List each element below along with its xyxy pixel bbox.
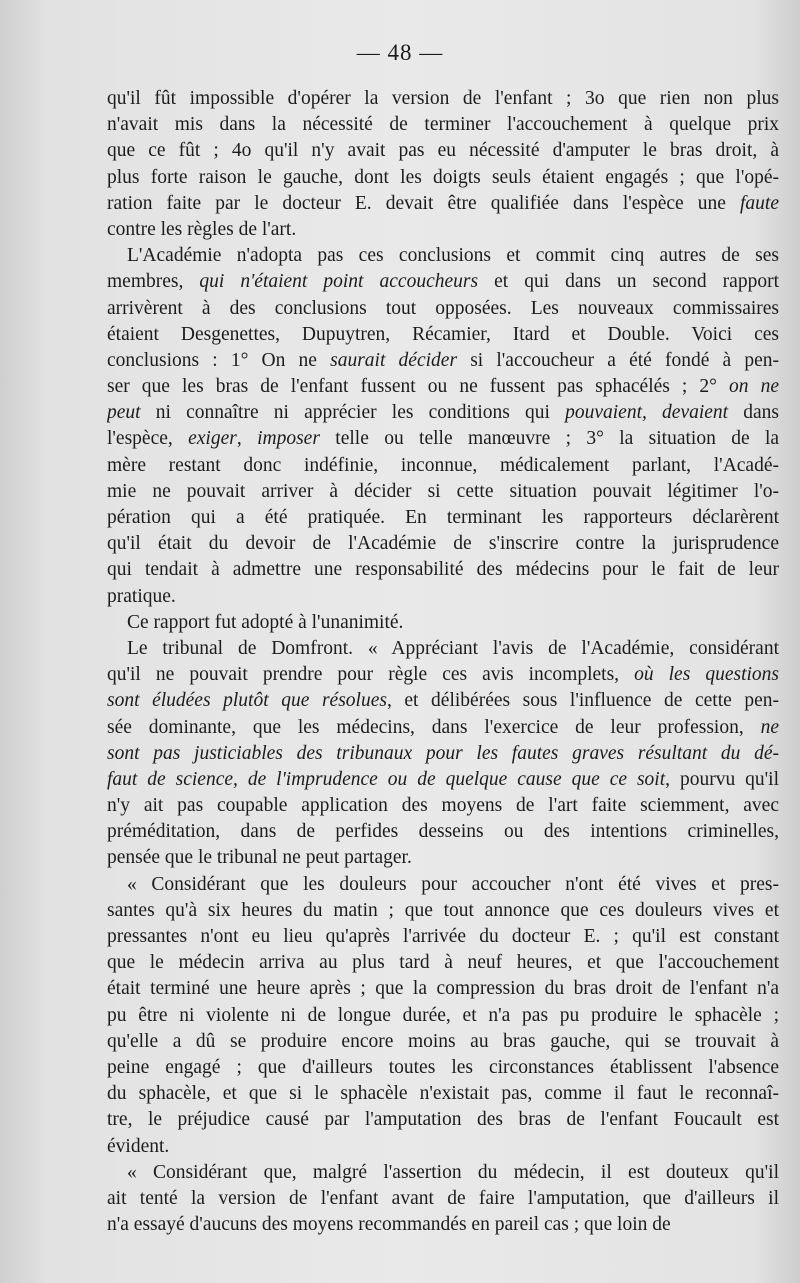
text-line <box>107 531 779 557</box>
text-line <box>107 217 779 243</box>
italic-run: ne <box>760 716 779 738</box>
text-line <box>107 243 779 269</box>
text-run: pressantes n'ont eu lieu qu'après l'arrivée du docteur E. ; qu'il est constant <box>107 926 779 947</box>
italic-run: saurait décider <box>330 349 458 371</box>
text-run: pensée que le tribunal ne peut partager. <box>107 847 412 869</box>
text-run: sée dominante, que les médecins, dans l'exercice de leur profession, <box>107 716 761 738</box>
text-run: que le médecin arriva au plus tard à neuf heures, et que l'accouchement <box>107 952 779 974</box>
italic-run: imposer <box>257 428 320 450</box>
italic-run: faute <box>740 192 779 214</box>
text-run: qui tendait à admettre une responsabilité des médecins pour le fait de leur <box>107 559 779 581</box>
text-run: ration faite par le docteur E. devait être qualifiée dans l'espèce une <box>107 192 740 214</box>
text-line <box>107 715 779 741</box>
text-line <box>107 898 779 924</box>
text-run: qu'il fût impossible d'opérer la version de l'enfant ; 3o que rien non plus <box>107 88 779 109</box>
text-line <box>107 400 779 426</box>
text-line <box>107 138 779 164</box>
text-run: qu'elle a dû se produire encore moins au bras gauche, qui se trouvait à <box>107 1030 779 1052</box>
text-run: pération qui a été pratiquée. En terminant les rapporteurs déclarèrent <box>107 507 779 528</box>
italic-run: sont éludées plutôt que résolues <box>107 690 387 712</box>
text-run: qu'il ne pouvait prendre pour règle ces avis incomplets, <box>107 664 635 686</box>
text-run: n'avait mis dans la nécessité de terminer l'accouchement à quelque prix <box>107 114 779 136</box>
text-line <box>107 191 779 217</box>
text-line <box>107 1003 779 1029</box>
text-line <box>107 845 779 871</box>
text-run: n'y ait pas coupable application des moyens de l'art faite sciemment, avec <box>107 795 779 817</box>
text-run: Le tribunal de Domfront. « Appréciant l'avis de l'Académie, considérant <box>127 637 779 659</box>
text-run: mie ne pouvait arriver à décider si cette situation pouvait légitimer l'o- <box>107 480 779 502</box>
text-line <box>107 1081 779 1107</box>
text-line <box>107 1134 779 1160</box>
text-run: « Considérant que les douleurs pour accoucher n'ont été vives et pres- <box>127 873 779 895</box>
text-line <box>107 165 779 191</box>
text-run: n'a essayé d'aucuns des moyens recommandés en pareil cas ; que loin de <box>107 1214 671 1236</box>
text-run: qu'il était du devoir de l'Académie de s'inscrire contre la jurisprudence <box>107 533 779 555</box>
text-run: conclusions : 1° On ne <box>107 349 331 371</box>
text-run: ait tenté la version de l'enfant avant de faire l'amputation, que d'ailleurs il <box>107 1187 779 1209</box>
text-run: ni connaître ni apprécier les conditions qui <box>140 402 566 424</box>
text-line <box>107 819 779 845</box>
paragraph <box>107 636 779 872</box>
text-run: pratique. <box>107 585 176 607</box>
text-run: , pourvu qu'il <box>665 768 779 790</box>
text-run: dans <box>728 402 779 424</box>
text-line <box>107 453 779 479</box>
text-line <box>107 924 779 950</box>
text-line <box>107 741 779 767</box>
italic-run: pouvaient, devaient <box>565 402 729 424</box>
text-run: contre les règles de l'art. <box>107 218 297 240</box>
text-line <box>107 1107 779 1133</box>
text-run: du sphacèle, et que si le sphacèle n'existait pas, comme il faut le reconnaî- <box>107 1083 779 1105</box>
text-run: mère restant donc indéfinie, inconnue, médicalement parlant, l'Acadé- <box>107 454 779 476</box>
text-line <box>107 1186 779 1212</box>
text-line <box>107 976 779 1002</box>
text-run: , et délibérées sous l'influence de cette pen- <box>386 690 779 712</box>
text-line <box>107 1160 779 1186</box>
page-number: — 48 — <box>356 40 444 65</box>
text-run: « Considérant que, malgré l'assertion du médecin, il est douteux qu'il <box>127 1161 779 1183</box>
text-run: tre, le préjudice causé par l'amputation des bras de l'enfant Foucault est <box>107 1109 779 1131</box>
text-line <box>107 793 779 819</box>
text-run: et qui dans un second rapport <box>478 271 779 293</box>
text-line <box>107 505 779 531</box>
text-line <box>107 1055 779 1081</box>
text-line <box>107 636 779 662</box>
text-run: L'Académie n'adopta pas ces conclusions et commit cinq autres de ses <box>127 245 779 267</box>
text-line <box>107 296 779 322</box>
text-line <box>107 872 779 898</box>
text-run: si l'accoucheur a été fondé à pen- <box>457 349 779 371</box>
text-run: pu être ni violente ni de longue durée, et n'a pas pu produire le sphacèle ; <box>107 1004 779 1026</box>
text-run: préméditation, dans de perfides desseins ou des intentions criminelles, <box>107 821 779 843</box>
italic-run: faut de science, de l'imprudence ou de quelque cause que ce soit <box>107 768 666 790</box>
paragraph <box>107 86 779 243</box>
text-line <box>107 1212 779 1238</box>
text-line <box>107 950 779 976</box>
text-run: arrivèrent à des conclusions tout opposées. Les nouveaux commissaires <box>107 297 779 319</box>
text-line <box>107 86 779 112</box>
text-line <box>107 479 779 505</box>
text-run: que ce fût ; 4o qu'il n'y avait pas eu nécessité d'amputer le bras droit, à <box>107 140 779 162</box>
text-line <box>107 426 779 452</box>
text-run: était terminé une heure après ; que la compression du bras droit de l'enfant n'a <box>107 978 779 1000</box>
text-line <box>107 269 779 295</box>
text-line <box>107 322 779 348</box>
body-text <box>107 86 779 1238</box>
text-run: étaient Desgenettes, Dupuytren, Récamier, Itard et Double. Voici ces <box>107 323 779 345</box>
text-line <box>107 584 779 610</box>
paragraph <box>107 610 779 636</box>
paragraph <box>107 1160 779 1239</box>
text-run: membres, <box>107 271 200 293</box>
text-run: ser que les bras de l'enfant fussent ou ne fussent pas sphacélés ; 2° <box>107 376 730 398</box>
text-line <box>107 374 779 400</box>
text-line <box>107 557 779 583</box>
text-line <box>107 662 779 688</box>
italic-run: où les questions <box>634 664 779 686</box>
text-run: l'espèce, <box>107 428 189 450</box>
text-run: telle ou telle manœuvre ; 3° la situation de la <box>319 428 779 450</box>
text-line <box>107 348 779 374</box>
text-run: peine engagé ; que d'ailleurs toutes les circonstances établissent l'absence <box>107 1056 779 1078</box>
text-run: santes qu'à six heures du matin ; que tout annonce que ces douleurs vives et <box>107 899 779 921</box>
italic-run: on ne <box>729 376 779 398</box>
text-run: évident. <box>107 1135 170 1157</box>
text-line <box>107 1029 779 1055</box>
italic-run: exiger <box>188 428 237 450</box>
text-line <box>107 688 779 714</box>
text-line <box>107 610 779 636</box>
text-line <box>107 112 779 138</box>
paragraph <box>107 243 779 610</box>
italic-run: peut <box>107 402 141 424</box>
text-line <box>107 767 779 793</box>
text-run: plus forte raison le gauche, dont les doigts seuls étaient engagés ; que l'opé- <box>107 166 779 188</box>
italic-run: qui n'étaient point accoucheurs <box>199 271 479 293</box>
italic-run: sont pas justiciables des tribunaux pour les fautes graves résultant du dé- <box>107 742 779 764</box>
paragraph <box>107 872 779 1160</box>
text-run: , <box>236 428 258 450</box>
text-run: Ce rapport fut adopté à l'unanimité. <box>127 611 404 633</box>
